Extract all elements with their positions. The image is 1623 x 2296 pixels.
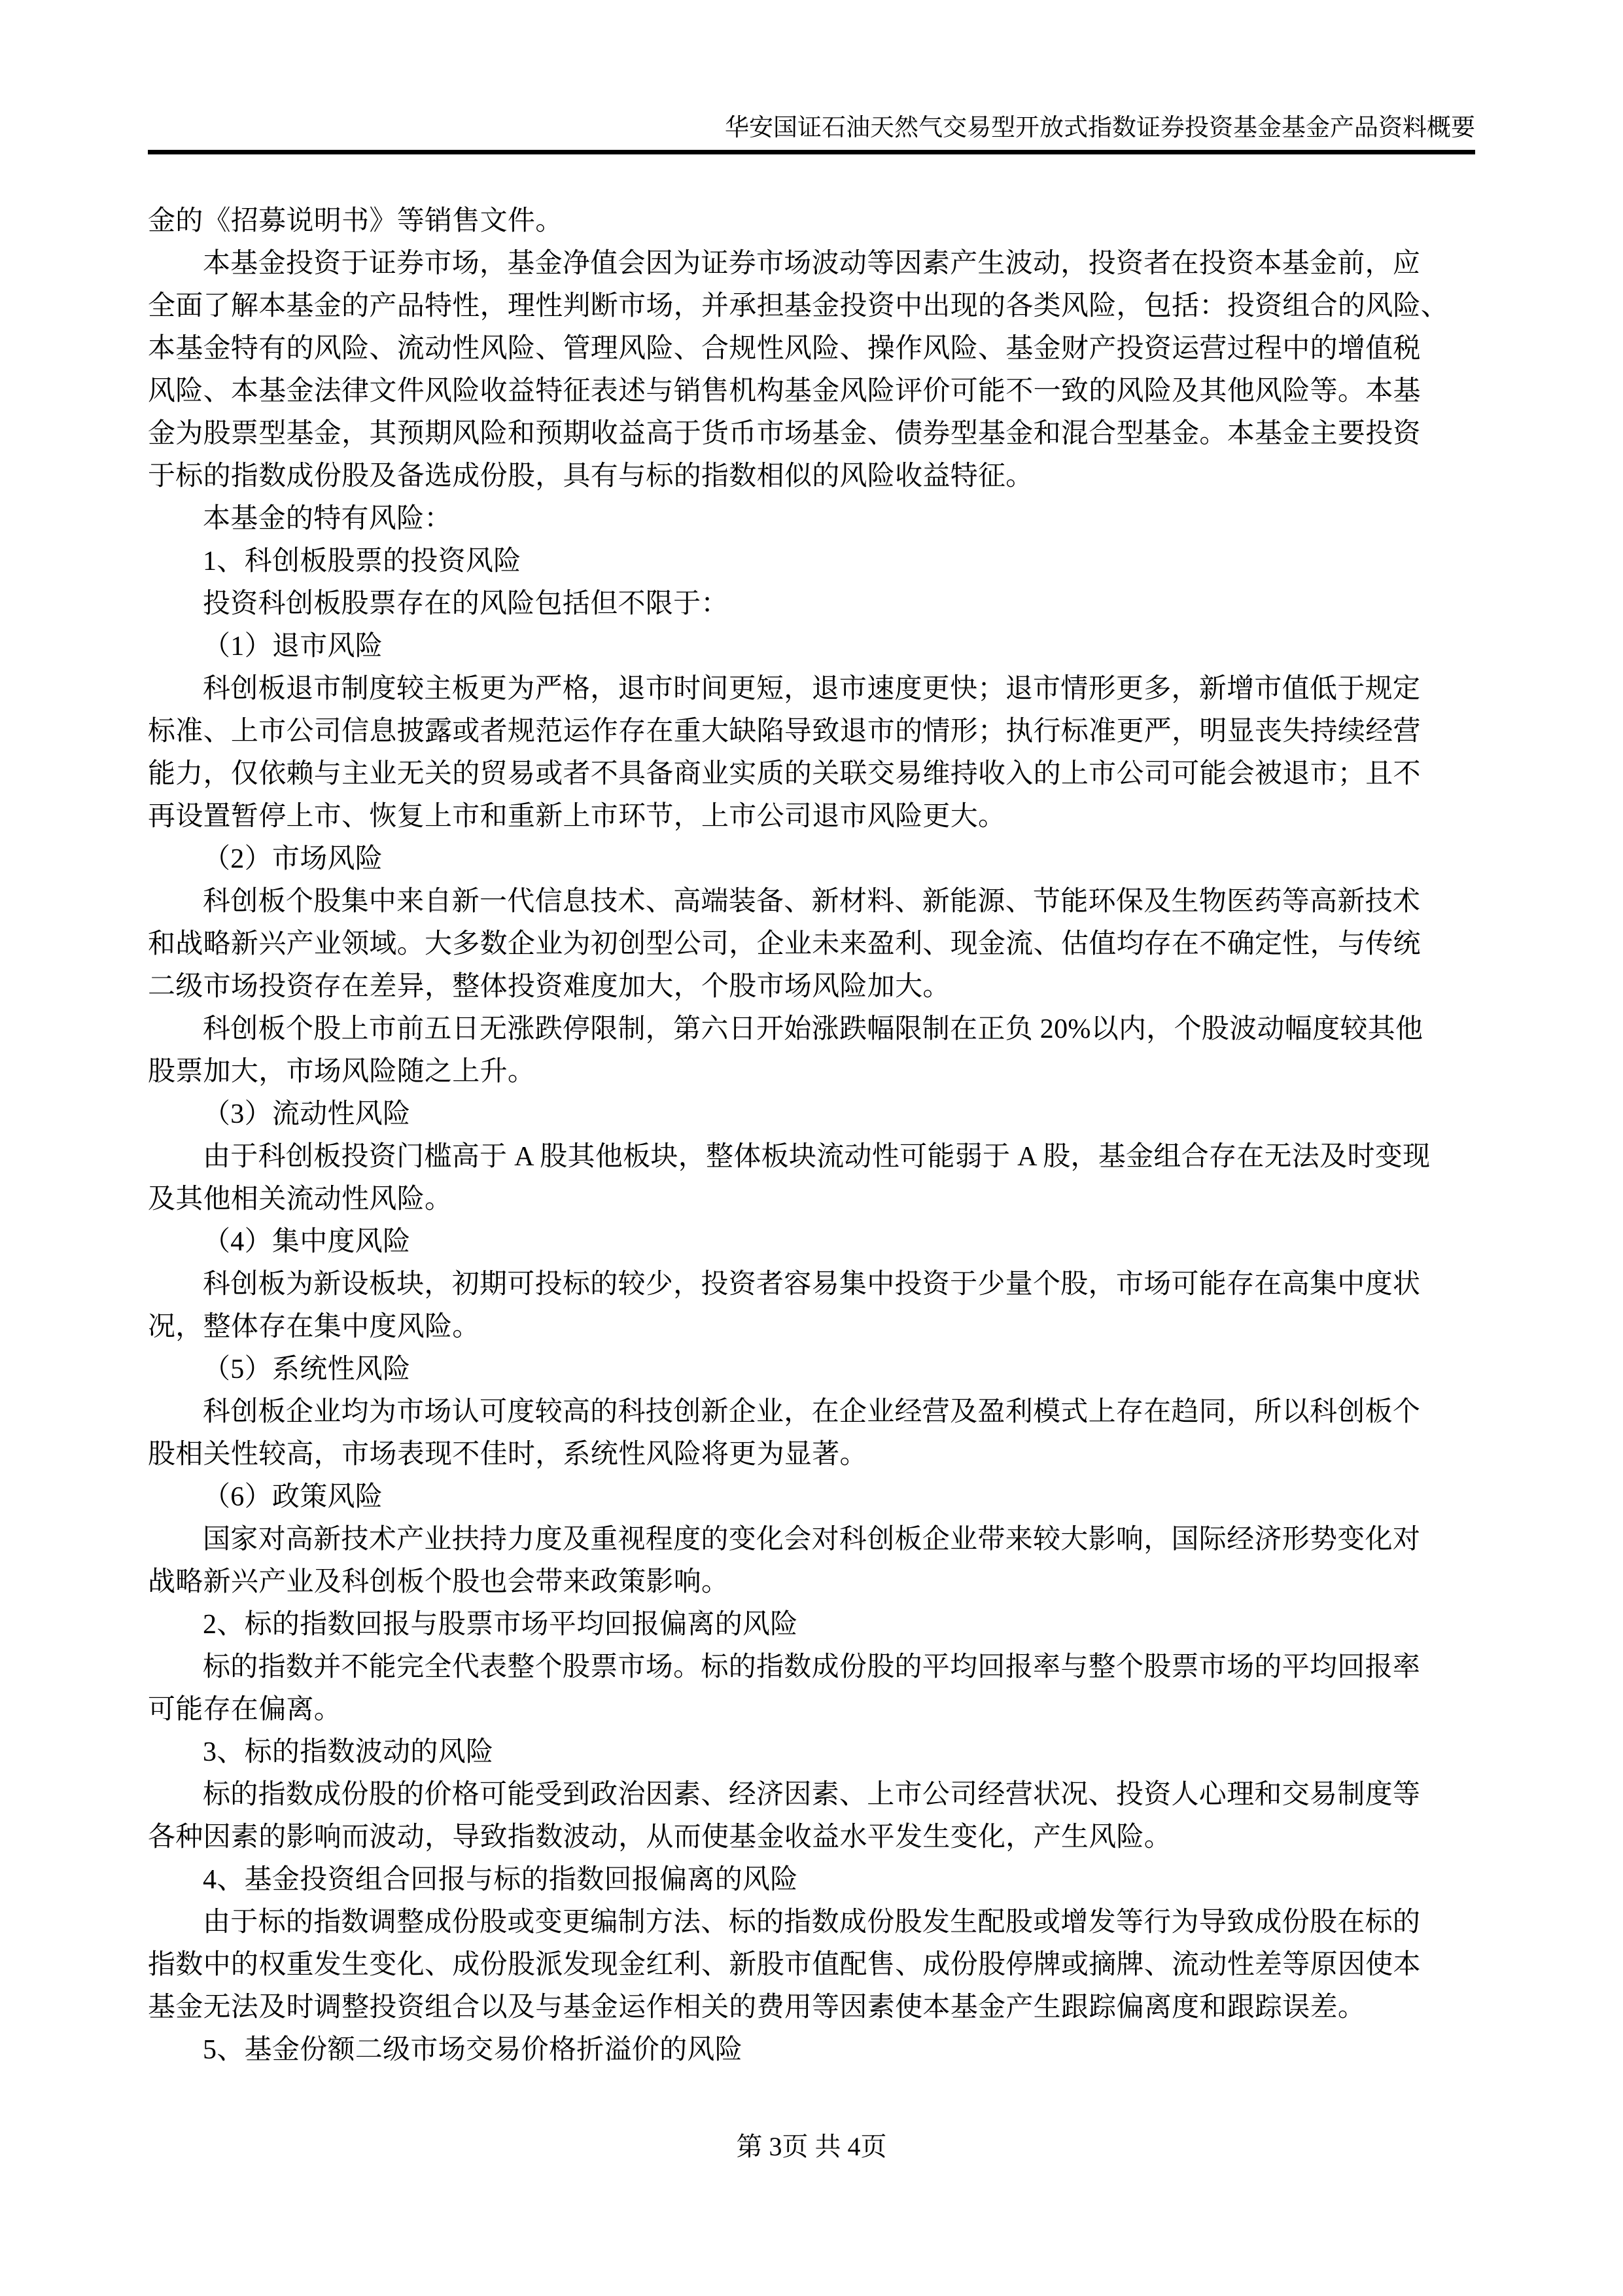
text-line: 科创板为新设板块，初期可投标的较少，投资者容易集中投资于少量个股，市场可能存在高集中度状 [203,1269,1421,1299]
text-line: 股相关性较高，市场表现不佳时，系统性风险将更为显著。 [148,1439,867,1470]
text-line: 科创板退市制度较主板更为严格，退市时间更短，退市速度更快；退市情形更多，新增市值低于规定 [203,674,1421,704]
text-line: 投资科创板股票存在的风险包括但不限于： [203,589,729,619]
text-line: 4、基金投资组合回报与标的指数回报偏离的风险 [203,1865,798,1895]
text-line: 国家对高新技术产业扶持力度及重视程度的变化会对科创板企业带来较大影响，国际经济形势变化对 [203,1525,1421,1555]
page-footer: 第 3页 共 4页 [736,2132,887,2161]
text-line: 指数中的权重发生变化、成份股派发现金红利、新股市值配售、成份股停牌或摘牌、流动性差等原因使本 [148,1950,1421,1980]
text-line: 和战略新兴产业领域。大多数企业为初创型公司，企业未来盈利、现金流、估值均存在不确定性，与传统 [148,929,1421,959]
text-line: 由于科创板投资门槛高于 A 股其他板块，整体板块流动性可能弱于 A 股，基金组合存在无法及时变现 [203,1142,1431,1172]
text-line: 再设置暂停上市、恢复上市和重新上市环节，上市公司退市风险更大。 [148,802,1006,832]
text-line: 标的指数并不能完全代表整个股票市场。标的指数成份股的平均回报率与整个股票市场的平均回报率 [203,1652,1421,1682]
text-line: 科创板个股上市前五日无涨跌停限制，第六日开始涨跌幅限制在正负 20%以内，个股波动幅度较其他 [203,1014,1423,1044]
text-line: 2、标的指数回报与股票市场平均回报偏离的风险 [203,1610,798,1640]
text-line: 况，整体存在集中度风险。 [148,1312,480,1342]
text-line: 可能存在偏离。 [148,1695,342,1725]
text-line: 风险、本基金法律文件风险收益特征表述与销售机构基金风险评价可能不一致的风险及其他风险等。本基 [148,376,1421,406]
document-body [148,200,1475,2072]
text-line: 5、基金份额二级市场交易价格折溢价的风险 [203,2035,743,2065]
text-line: 标的指数成份股的价格可能受到政治因素、经济因素、上市公司经营状况、投资人心理和交易制度等 [203,1780,1421,1810]
text-line: 本基金的特有风险： [203,504,452,534]
text-line: 于标的指数成份股及备选成份股，具有与标的指数相似的风险收益特征。 [148,461,1034,491]
text-line: （6）政策风险 [203,1482,383,1512]
text-line: （5）系统性风险 [203,1354,411,1385]
text-line: 股票加大，市场风险随之上升。 [148,1057,536,1087]
text-line: 战略新兴产业及科创板个股也会带来政策影响。 [148,1567,729,1597]
text-line: 金为股票型基金，其预期风险和预期收益高于货币市场基金、债券型基金和混合型基金。本基金主要投资 [148,419,1421,449]
header-title: 华安国证石油天然气交易型开放式指数证券投资基金基金产品资料概要 [725,115,1475,141]
text-line: 3、标的指数波动的风险 [203,1737,494,1767]
text-line: 金的《招募说明书》等销售文件。 [148,206,563,236]
text-line: 科创板企业均为市场认可度较高的科技创新企业，在企业经营及盈利模式上存在趋同，所以科创板个 [203,1397,1421,1427]
text-line: 本基金投资于证券市场，基金净值会因为证券市场波动等因素产生波动，投资者在投资本基金前，应 [203,249,1421,279]
text-line: （3）流动性风险 [203,1099,411,1129]
text-line: 科创板个股集中来自新一代信息技术、高端装备、新材料、新能源、节能环保及生物医药等高新技术 [203,887,1421,917]
text-line: 标准、上市公司信息披露或者规范运作存在重大缺陷导致退市的情形；执行标准更严，明显丧失持续经营 [148,716,1421,747]
text-line: 本基金特有的风险、流动性风险、管理风险、合规性风险、操作风险、基金财产投资运营过程中的增值税 [148,334,1421,364]
text-line: 由于标的指数调整成份股或变更编制方法、标的指数成份股发生配股或增发等行为导致成份股在标的 [203,1907,1421,1937]
text-line: 基金无法及时调整投资组合以及与基金运作相关的费用等因素使本基金产生跟踪偏离度和跟踪误差。 [148,1992,1366,2022]
text-line: 二级市场投资存在差异，整体投资难度加大，个股市场风险加大。 [148,972,951,1002]
text-line: （4）集中度风险 [203,1227,411,1257]
text-line: 全面了解本基金的产品特性，理性判断市场，并承担基金投资中出现的各类风险，包括：投资组合的风险、 [148,291,1449,321]
text-line: （2）市场风险 [203,844,383,874]
text-line: 能力，仅依赖与主业无关的贸易或者不具备商业实质的关联交易维持收入的上市公司可能会被退市；且不 [148,759,1421,789]
text-line: 1、科创板股票的投资风险 [203,546,521,576]
text-line: （1）退市风险 [203,631,383,662]
text-line: 各种因素的影响而波动，导致指数波动，从而使基金收益水平发生变化，产生风险。 [148,1822,1172,1852]
header-rule [148,150,1475,154]
text-line: 及其他相关流动性风险。 [148,1184,453,1214]
